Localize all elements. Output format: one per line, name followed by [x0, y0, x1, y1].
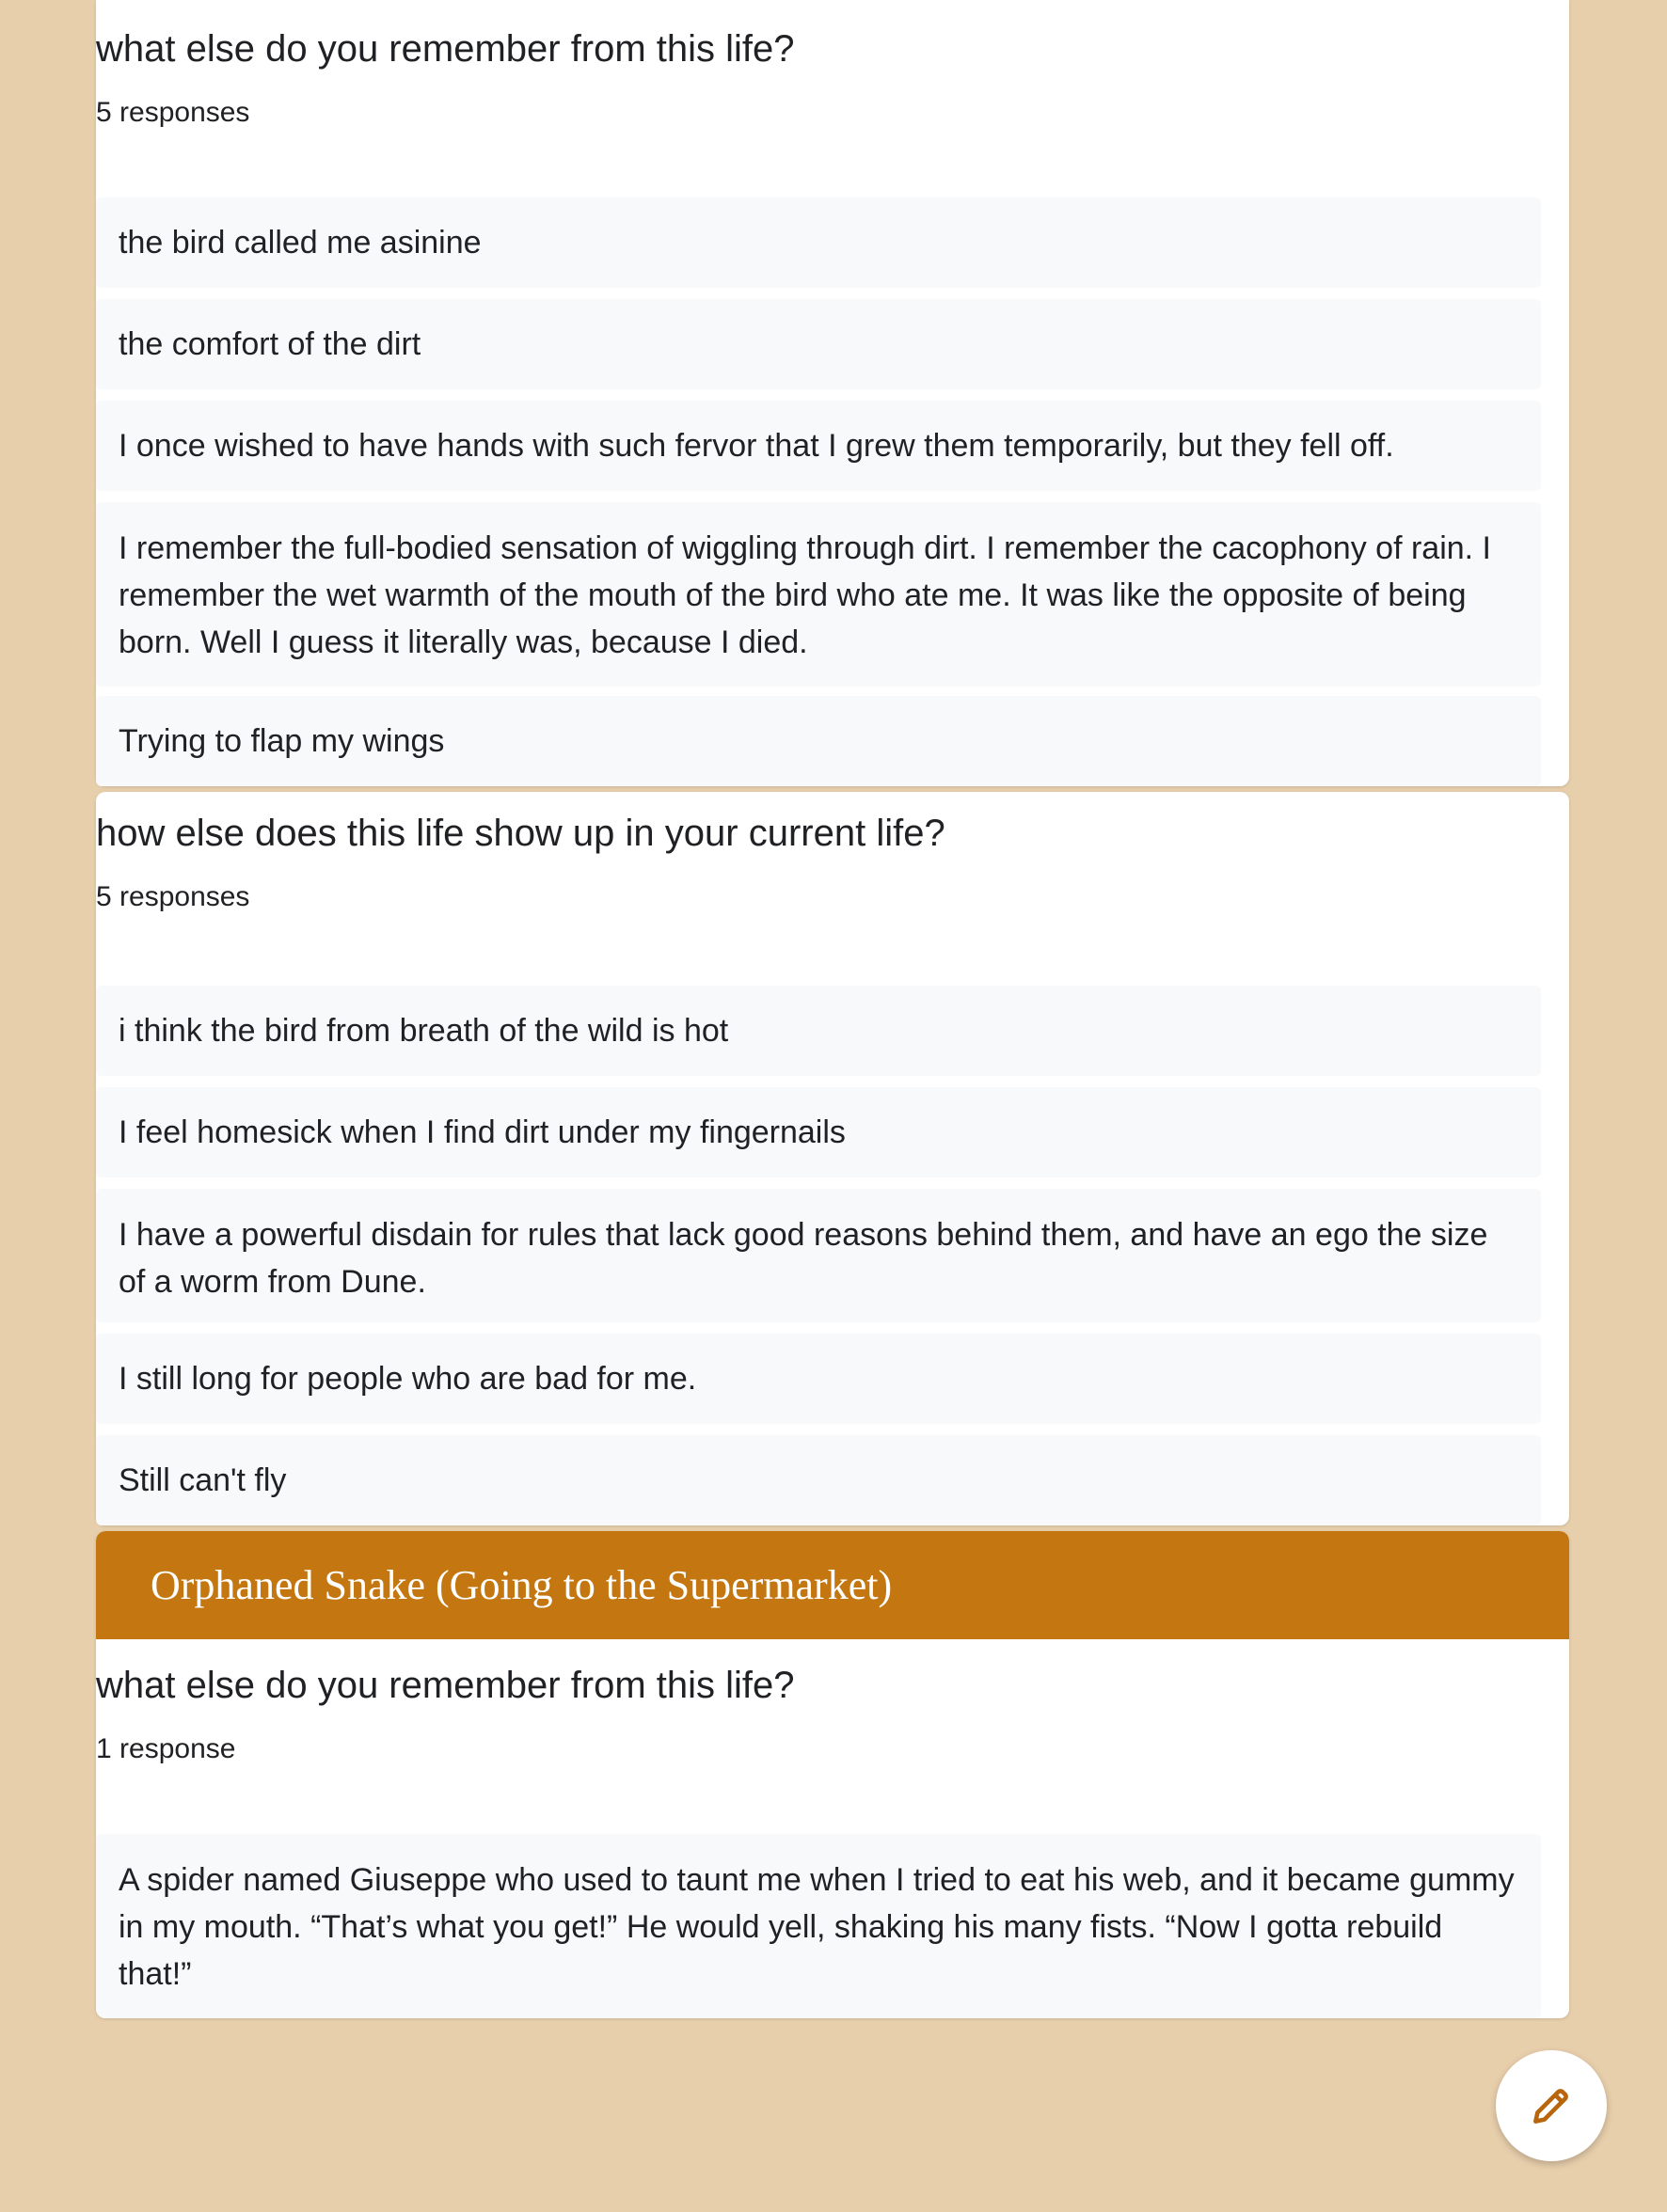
response-item: the comfort of the dirt — [96, 299, 1541, 389]
question-card-current-life — [96, 792, 1569, 1525]
response-item: A spider named Giuseppe who used to taunt me when I tried to eat his web, and it became gummy in my mouth. “That’s what you get!” He would yell, shaking his many fists. “Now I gotta rebuild that!” — [96, 1834, 1541, 2018]
response-item: i think the bird from breath of the wild is hot — [96, 986, 1541, 1076]
section-header: Orphaned Snake (Going to the Supermarket) — [96, 1531, 1569, 1639]
section-card-orphaned-snake — [96, 1531, 1569, 2018]
response-item: I once wished to have hands with such fervor that I grew them temporarily, but they fell off. — [96, 401, 1541, 491]
question-title: how else does this life show up in your current life? — [96, 813, 945, 854]
response-item: I feel homesick when I find dirt under my fingernails — [96, 1087, 1541, 1177]
question-title: what else do you remember from this life? — [96, 1665, 795, 1706]
response-item: Still can't fly — [96, 1435, 1541, 1525]
question-title: what else do you remember from this life? — [96, 28, 795, 70]
question-card-remember — [96, 0, 1569, 786]
response-item: the bird called me asinine — [96, 198, 1541, 288]
response-item: I still long for people who are bad for me. — [96, 1334, 1541, 1424]
response-count: 5 responses — [96, 97, 250, 128]
response-item: I remember the full-bodied sensation of wiggling through dirt. I remember the cacophony of rain. I remember the wet warmth of the mouth of the bird who ate me. It was like the opposite of being born. Well I guess it literally was, because I died. — [96, 502, 1541, 687]
edit-response-button[interactable] — [1496, 2050, 1607, 2161]
response-item: Trying to flap my wings — [96, 696, 1541, 786]
response-count: 5 responses — [96, 881, 250, 912]
response-count: 1 response — [96, 1733, 236, 1764]
response-item: I have a powerful disdain for rules that lack good reasons behind them, and have an ego the size of a worm from Dune. — [96, 1189, 1541, 1322]
pencil-icon — [1528, 2082, 1575, 2129]
